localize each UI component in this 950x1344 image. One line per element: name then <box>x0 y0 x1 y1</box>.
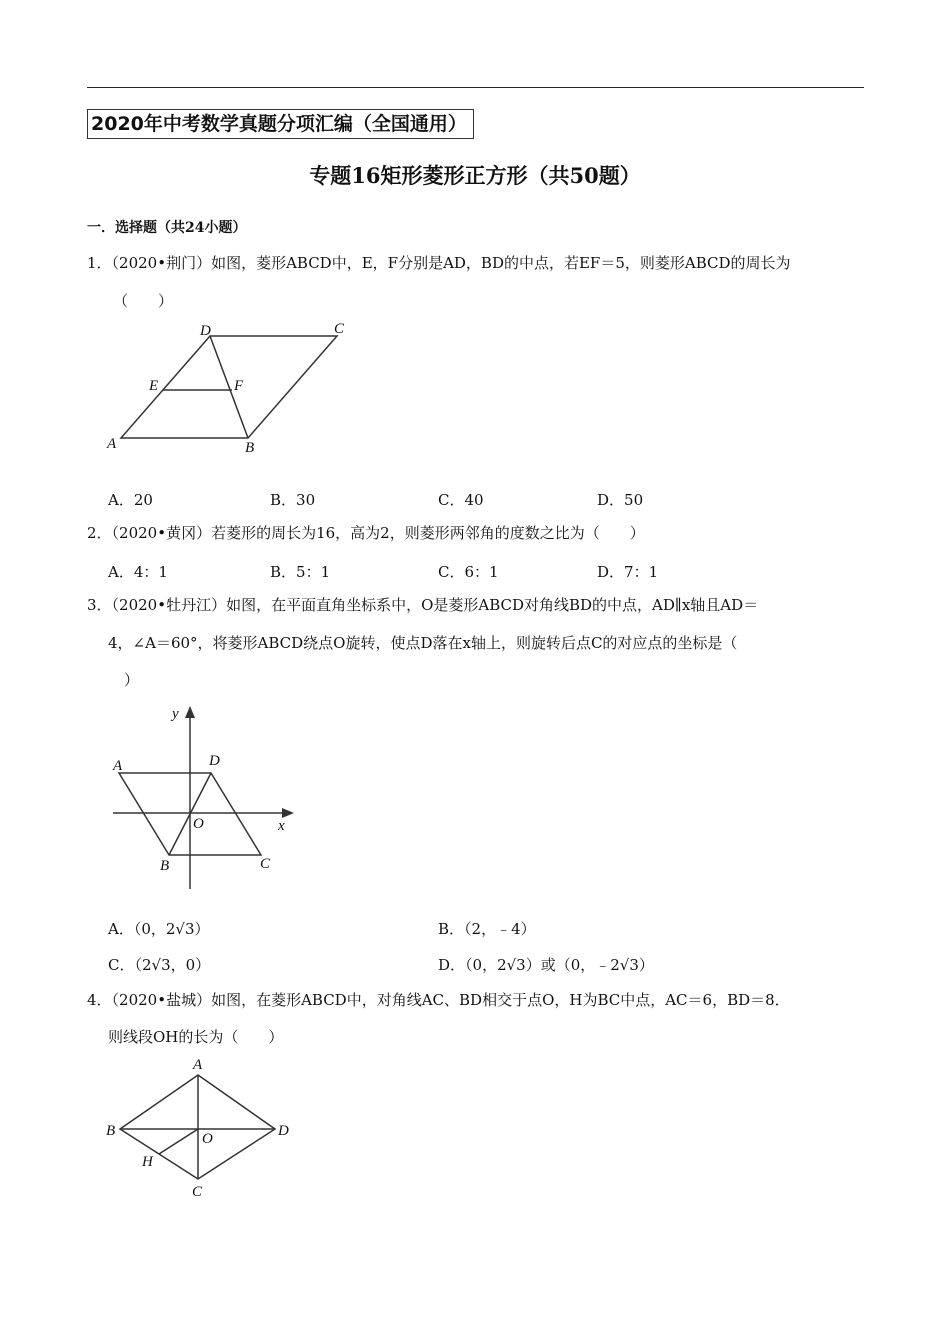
question-3 <box>87 595 758 615</box>
option-c: C．6：1 <box>438 563 499 581</box>
question-4-line2: 则线段OH的长为（ ） <box>108 1028 284 1046</box>
option-c: C．40 <box>438 491 484 509</box>
label-b: B <box>245 440 255 456</box>
label-c: C <box>334 321 345 337</box>
y-axis-arrow <box>185 706 195 718</box>
option-d: D．（0，2√3）或（0，﹣2√3） <box>438 956 654 974</box>
label-a: A <box>113 758 123 774</box>
label-a: A <box>193 1057 203 1073</box>
label-b: B <box>160 858 170 874</box>
question-text: （2020•盐城）如图，在菱形ABCD中，对角线AC、BD相交于点O，H为BC中点，AC＝6，BD＝8． <box>111 991 790 1009</box>
question-text: （2020•荆门）如图，菱形ABCD中，E，F分别是AD，BD的中点，若EF＝5，则菱形ABCD的周长为 <box>111 254 791 272</box>
question-number: 4． <box>87 991 112 1009</box>
option-b: B．（2，﹣4） <box>438 920 536 938</box>
question-text: （2020•黄冈）若菱形的周长为16，高为2，则菱形两邻角的度数之比为（ ） <box>111 524 645 542</box>
label-d: D <box>278 1123 289 1139</box>
label-c: C <box>192 1184 203 1200</box>
question-2 <box>87 523 645 543</box>
option-a: A．4：1 <box>108 563 168 581</box>
rhombus-figure-1 <box>100 315 360 460</box>
option-d: D．50 <box>597 491 644 509</box>
section-heading: 一．选择题（共24小题） <box>87 220 247 236</box>
label-o: O <box>193 816 204 832</box>
option-b: B．30 <box>270 491 316 509</box>
rhombus-figure-4 <box>100 1055 300 1200</box>
x-axis-arrow <box>282 808 294 818</box>
label-a: A <box>107 436 117 452</box>
option-a: A．（0，2√3） <box>108 920 210 938</box>
label-x: x <box>278 818 285 834</box>
option-a: A．20 <box>108 491 153 509</box>
top-rule <box>87 87 864 88</box>
label-o: O <box>202 1131 213 1147</box>
option-c: C．（2√3，0） <box>108 956 211 974</box>
question-number: 2． <box>87 524 112 542</box>
option-d: D．7：1 <box>597 563 659 581</box>
collection-title: 2020年中考数学真题分项汇编（全国通用） <box>87 109 474 139</box>
label-b: B <box>106 1123 116 1139</box>
segment-oh <box>159 1129 198 1154</box>
label-y: y <box>172 706 179 722</box>
label-c: C <box>260 856 271 872</box>
label-d: D <box>209 753 220 769</box>
label-f: F <box>234 378 244 394</box>
coordinate-figure-3 <box>105 700 305 895</box>
option-b: B．5：1 <box>270 563 331 581</box>
label-e: E <box>149 378 159 394</box>
question-1 <box>87 253 791 273</box>
question-3-line3: ） <box>124 671 140 689</box>
question-number: 3． <box>87 596 112 614</box>
question-4 <box>87 990 790 1010</box>
topic-title: 专题16矩形菱形正方形（共50题） <box>309 163 641 188</box>
question-3-line2: 4，∠A＝60°，将菱形ABCD绕点O旋转，使点D落在x轴上，则旋转后点C的对应点的坐标是（ <box>108 634 738 652</box>
question-text: （2020•牡丹江）如图，在平面直角坐标系中，O是菱形ABCD对角线BD的中点，AD∥x轴且AD＝ <box>111 596 759 614</box>
question-1-bracket: （ ） <box>113 292 174 310</box>
label-d: D <box>200 323 211 339</box>
label-h: H <box>142 1154 153 1170</box>
question-number: 1． <box>87 254 112 272</box>
